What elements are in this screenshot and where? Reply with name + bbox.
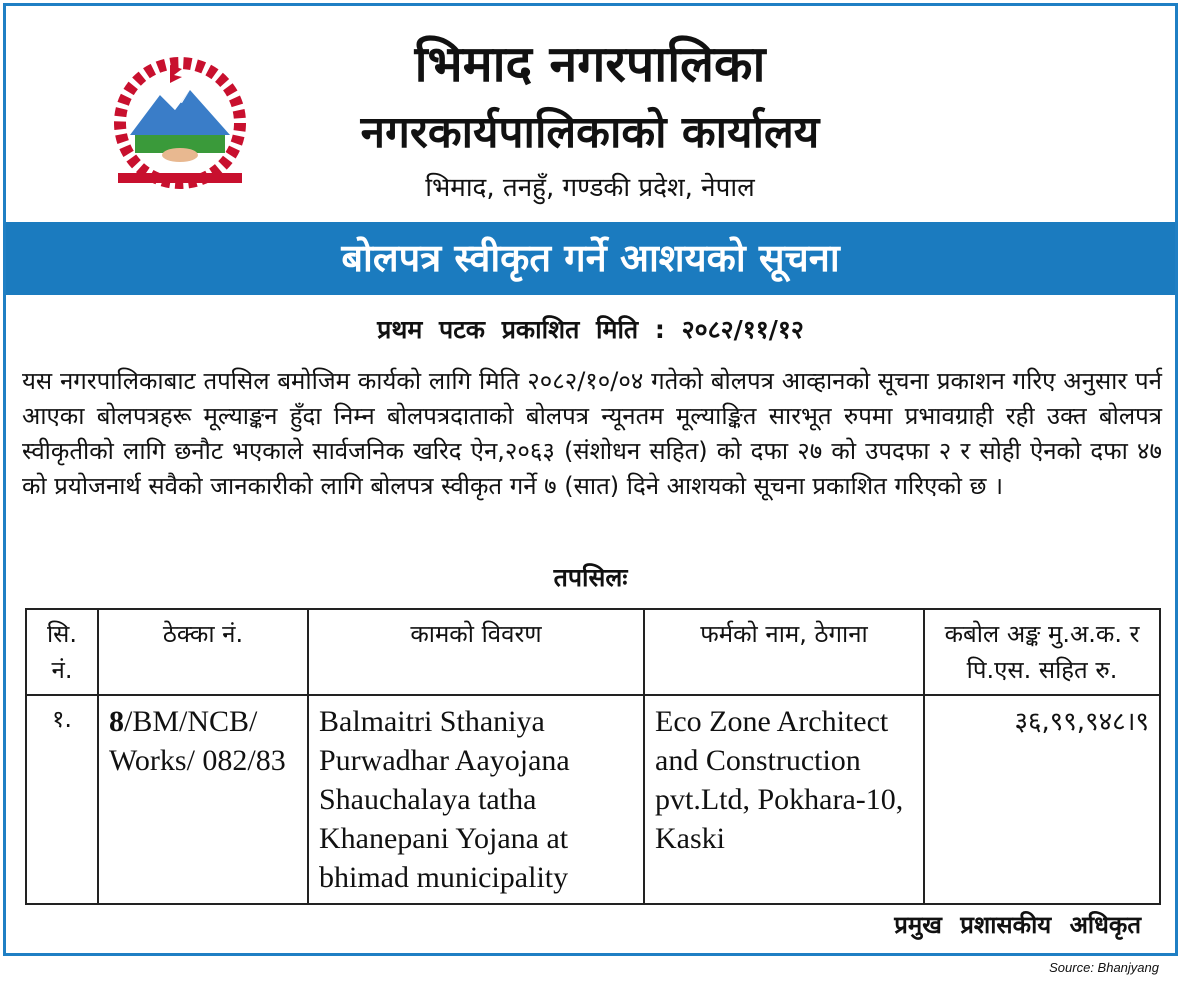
details-heading: तपसिलः [553,563,628,592]
office-address: भिमाद, तनहुँ, गण्डकी प्रदेश, नेपाल [425,173,755,203]
cell-contract-no [98,695,308,904]
contract-no-rest: /BM/NCB/ Works/ 082/83 [109,705,286,777]
table-header-row [26,609,1160,695]
cell-sn: १. [26,695,98,904]
municipality-name: भिमाद नगरपालिका [414,35,766,93]
nepal-emblem-logo [100,55,260,190]
notice-title: बोलपत्र स्वीकृत गर्ने आशयको सूचना [6,222,1175,295]
cell-firm: Eco Zone Architect and Construction pvt.Ltd, Pokhara-10, Kaski [644,695,924,904]
source-credit: Source: Bhanjyang [1049,960,1159,975]
col-work-description: कामको विवरण [308,609,644,695]
col-contract-no: ठेक्का नं. [98,609,308,695]
bid-table [25,608,1161,905]
col-firm: फर्मको नाम, ठेगाना [644,609,924,695]
publish-date: प्रथम पटक प्रकाशित मिति : २०८२/११/१२ [377,315,804,344]
notice-body: यस नगरपालिकाबाट तपसिल बमोजिम कार्यको लागि मिति २०८२/१०/०४ गतेको बोलपत्र आव्हानको सूचना प्रकाशन गरिए अनुसार पर्न आएका बोलपत्रहरू मूल्याङ्कन हुँदा निम्न बोलपत्रदाताको बोलपत्र न्यूनतम मूल्याङ्कित सारभूत रुपमा प्रभावग्राही रही उक्त बोलपत्र स्वीकृतीको लागि छनौट भएकाले सार्वजनिक खरिद ऐन,२०६३ (संशोधन सहित) को दफा २७ को उपदफा २ र सोही ऐनको दफा ४७ को प्रयोजनार्थ सवैको जानकारीको लागि बोलपत्र स्वीकृत गर्ने ७ (सात) दिने आशयको सूचना प्रकाशित गरिएको छ । [22,367,1162,500]
signatory: प्रमुख प्रशासकीय अधिकृत [894,911,1141,939]
cell-work: Balmaitri Sthaniya Purwadhar Aayojana Shauchalaya tatha Khanepani Yojana at bhimad municipality [308,695,644,904]
contract-no-prefix: 8 [109,705,124,738]
office-name: नगरकार्यपालिकाको कार्यालय [360,107,820,158]
table-row [26,695,1160,904]
cell-amount: ३६,९९,९४८।९ [924,695,1160,904]
col-sn: सि. नं. [26,609,98,695]
col-amount: कबोल अङ्क मु.अ.क. र पि.एस. सहित रु. [924,609,1160,695]
